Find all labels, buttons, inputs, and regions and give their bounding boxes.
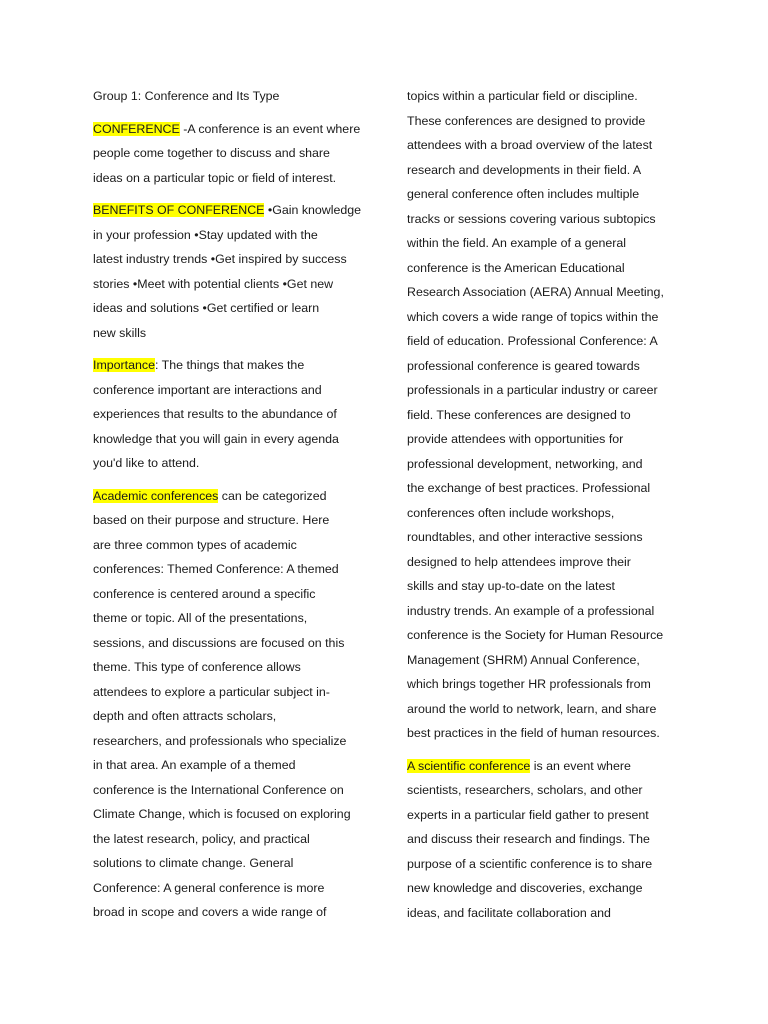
- text-line: [407, 305, 679, 330]
- line-text: : The things that makes the: [154, 358, 305, 372]
- text-line: [93, 321, 365, 346]
- line-text: theme or topic. All of the presentations,: [93, 611, 308, 625]
- text-line: [93, 247, 365, 272]
- text-line: [407, 876, 679, 901]
- text-line: [407, 256, 679, 281]
- text-line: [407, 803, 679, 828]
- line-text: around the world to network, learn, and share: [407, 701, 657, 716]
- text-line: [93, 117, 365, 142]
- text-line: [407, 754, 679, 779]
- text-line: [93, 729, 365, 754]
- text-line: [407, 574, 679, 599]
- line-text: experiences that results to the abundance of: [93, 407, 337, 421]
- text-line: [407, 901, 679, 926]
- text-line: [407, 354, 679, 379]
- paragraph: [407, 754, 679, 926]
- text-line: [93, 378, 365, 403]
- text-line: [407, 403, 679, 428]
- line-text: the exchange of best practices. Professional: [407, 481, 651, 495]
- text-line: [407, 231, 679, 256]
- text-line: [407, 623, 679, 648]
- line-text: can be categorized: [218, 488, 327, 503]
- paragraph: [93, 353, 365, 476]
- line-text: industry trends. An example of a professional: [407, 603, 655, 618]
- line-text: Conference: A general conference is more: [93, 880, 325, 895]
- highlighted-term: BENEFITS OF CONFERENCE: [93, 203, 265, 217]
- text-line: [93, 353, 365, 378]
- line-text: best practices in the field of human resources.: [407, 726, 660, 740]
- text-line: [407, 672, 679, 697]
- text-line: [407, 697, 679, 722]
- text-line: [407, 827, 679, 852]
- text-line: [93, 533, 365, 558]
- text-line: [93, 451, 365, 476]
- text-line: [93, 223, 365, 248]
- text-line: [93, 166, 365, 191]
- left-column-body: [93, 117, 365, 925]
- line-text: depth and often attracts scholars,: [93, 709, 277, 723]
- line-text: attendees to explore a particular subject in-: [93, 684, 330, 699]
- highlighted-term: CONFERENCE: [93, 121, 180, 136]
- text-line: [407, 207, 679, 232]
- line-text: general conference often includes multiple: [407, 187, 640, 201]
- line-text: and discuss their research and findings. The: [407, 832, 650, 846]
- text-line: [93, 851, 365, 876]
- line-text: sessions, and discussions are focused on this: [93, 635, 345, 650]
- line-text: stories •Meet with potential clients •Get new: [93, 276, 334, 291]
- highlighted-term: Academic conferences: [93, 488, 219, 503]
- line-text: which brings together HR professionals from: [407, 677, 651, 691]
- text-line: [93, 704, 365, 729]
- line-text: These conferences are designed to provide: [407, 113, 646, 128]
- text-line: [407, 501, 679, 526]
- text-line: [93, 141, 365, 166]
- line-text: within the field. An example of a general: [407, 236, 627, 250]
- line-text: broad in scope and covers a wide range of: [93, 905, 327, 919]
- line-text: -A conference is an event where: [179, 121, 361, 136]
- line-text: is an event where: [530, 758, 631, 773]
- line-text: conference is the American Educational: [407, 260, 625, 275]
- text-line: [407, 778, 679, 803]
- text-line: [93, 876, 365, 901]
- line-text: in your profession •Stay updated with the: [93, 227, 318, 242]
- line-text: in that area. An example of a themed: [93, 758, 296, 772]
- text-line: [407, 84, 679, 109]
- line-text: ideas, and facilitate collaboration and: [407, 905, 611, 920]
- highlighted-term: Importance: [93, 358, 155, 372]
- text-line: [407, 109, 679, 134]
- line-text: professional conference is geared towards: [407, 358, 640, 373]
- line-text: attendees with a broad overview of the latest: [407, 138, 653, 152]
- line-text: ideas on a particular topic or field of interest.: [93, 170, 337, 185]
- line-text: roundtables, and other interactive sessions: [407, 530, 643, 544]
- paragraph: [407, 84, 679, 746]
- line-text: conferences: Themed Conference: A themed: [93, 562, 339, 576]
- text-line: [407, 280, 679, 305]
- line-text: skills and stay up-to-date on the latest: [407, 579, 616, 593]
- text-line: [407, 550, 679, 575]
- text-line: [93, 631, 365, 656]
- text-line: [407, 599, 679, 624]
- text-line: [407, 852, 679, 877]
- line-text: researchers, and professionals who specialize: [93, 733, 347, 748]
- text-line: [93, 402, 365, 427]
- line-text: conferences often include workshops,: [407, 505, 615, 520]
- line-text: topics within a particular field or discipline.: [407, 89, 638, 103]
- text-line: [93, 753, 365, 778]
- line-text: professional development, networking, and: [407, 456, 643, 471]
- line-text: the latest research, policy, and practical: [93, 831, 310, 846]
- text-line: [93, 198, 365, 223]
- text-line: [407, 648, 679, 673]
- line-text: provide attendees with opportunities for: [407, 432, 624, 446]
- line-text: tracks or sessions covering various subtopics: [407, 211, 656, 226]
- line-text: conference important are interactions and: [93, 382, 322, 397]
- line-text: research and developments in their field. A: [407, 162, 642, 177]
- text-line: [407, 182, 679, 207]
- line-text: you'd like to attend.: [93, 456, 200, 470]
- left-column: [93, 84, 365, 933]
- highlighted-term: A scientific conference: [407, 758, 531, 773]
- text-line: [407, 476, 679, 501]
- line-text: Climate Change, which is focused on exploring: [93, 807, 351, 821]
- text-line: [93, 582, 365, 607]
- text-line: [93, 827, 365, 852]
- line-text: conference is centered around a specific: [93, 586, 316, 601]
- paragraph: [93, 198, 365, 345]
- text-line: [407, 158, 679, 183]
- line-text: field of education. Professional Conference: A: [407, 334, 658, 348]
- line-text: are three common types of academic: [93, 537, 297, 552]
- line-text: latest industry trends •Get inspired by success: [93, 252, 347, 266]
- right-column-body: [407, 84, 679, 925]
- text-line: [407, 427, 679, 452]
- line-text: experts in a particular field gather to present: [407, 807, 649, 822]
- text-line: [93, 557, 365, 582]
- line-text: people come together to discuss and share: [93, 146, 330, 160]
- text-line: [93, 272, 365, 297]
- text-line: [407, 721, 679, 746]
- text-line: [407, 378, 679, 403]
- text-line: [407, 452, 679, 477]
- line-text: professionals in a particular industry or career: [407, 383, 658, 397]
- line-text: based on their purpose and structure. Here: [93, 513, 330, 527]
- text-line: [407, 525, 679, 550]
- text-line: [93, 484, 365, 509]
- line-text: •Gain knowledge: [264, 203, 362, 217]
- line-text: field. These conferences are designed to: [407, 407, 631, 422]
- text-line: [93, 802, 365, 827]
- line-text: scientists, researchers, scholars, and other: [407, 783, 643, 797]
- text-line: [93, 508, 365, 533]
- text-line: [93, 606, 365, 631]
- document-title: Group 1: Conference and Its Type: [93, 89, 280, 103]
- right-column: [407, 84, 679, 933]
- text-line: [93, 427, 365, 452]
- line-text: purpose of a scientific conference is to share: [407, 856, 653, 871]
- text-line: [93, 680, 365, 705]
- line-text: theme. This type of conference allows: [93, 660, 301, 674]
- line-text: Research Association (AERA) Annual Meeting,: [407, 285, 664, 299]
- line-text: solutions to climate change. General: [93, 856, 294, 870]
- line-text: new knowledge and discoveries, exchange: [407, 881, 643, 895]
- paragraph: [93, 117, 365, 191]
- line-text: conference is the Society for Human Resource: [407, 628, 664, 642]
- line-text: new skills: [93, 325, 147, 340]
- line-text: designed to help attendees improve their: [407, 554, 631, 569]
- text-line: [93, 900, 365, 925]
- line-text: ideas and solutions •Get certified or learn: [93, 301, 320, 315]
- text-line: [93, 296, 365, 321]
- line-text: conference is the International Conference on: [93, 782, 344, 797]
- text-line: [93, 778, 365, 803]
- text-line: [407, 329, 679, 354]
- text-line: [407, 133, 679, 158]
- paragraph: [93, 484, 365, 925]
- line-text: knowledge that you will gain in every agenda: [93, 431, 339, 446]
- text-line: [93, 655, 365, 680]
- line-text: Management (SHRM) Annual Conference,: [407, 652, 640, 667]
- line-text: which covers a wide range of topics within the: [407, 309, 659, 324]
